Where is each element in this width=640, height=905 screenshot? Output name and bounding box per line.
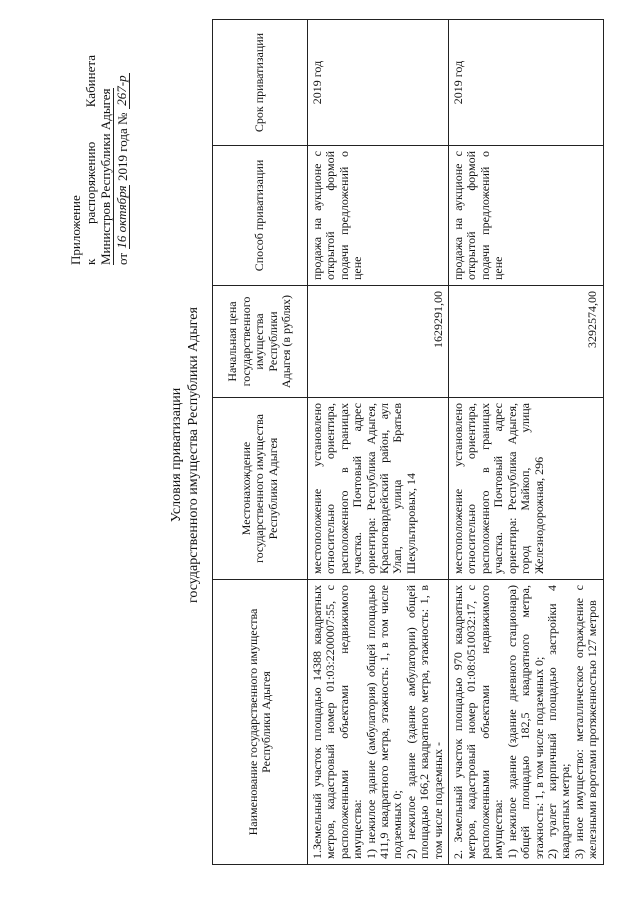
cell-term: 2019 год: [449, 20, 603, 146]
appendix-line-2: к распоряжению Кабинета: [83, 55, 98, 265]
cell-method: продажа на аукционе с открытой формой подачи предложений о цене: [449, 146, 603, 286]
title-line-1: Условия приватизации: [169, 387, 184, 523]
appendix-word: Приложение: [68, 195, 83, 265]
title-line-2: государственного имущества Республики Адыгея: [186, 307, 201, 603]
privatization-table: [212, 19, 604, 865]
header-term: Срок приватизации: [213, 20, 308, 146]
document-title: [168, 155, 202, 755]
header-price: Начальная цена государственного имущества Республики Адыгея (в рублях): [213, 286, 308, 398]
cell-price: 1629291,00: [308, 286, 449, 398]
cell-price: 3292574,00: [449, 286, 603, 398]
order-number: 267-р: [114, 73, 130, 109]
table-header-row: [213, 20, 308, 865]
table-row: [308, 20, 449, 865]
appendix-date-line: от 16 октября 2019 года № 267-р: [114, 55, 130, 265]
header-location: Местонахождение государственного имущества Республики Адыгея: [213, 398, 308, 580]
cell-term: 2019 год: [308, 20, 449, 146]
date-day: 16 октября: [114, 185, 129, 249]
cell-name: 1.Земельный участок площадью 14388 квадратных метров, кадастровый номер 01:03:2200007:55, с расположенными объектами недвижимого имущества: 1) нежилое здание (амбулатория) общей площадью 411,9 квадратного метра, этажность: 1, в том числе подземных 0; 2) нежилое здание (здание амбулатории) общей площадью 166,2 квадратного метра, этажность: 1, в том числе подземных -: [308, 580, 449, 865]
cell-name: 2. Земельный участок площадью 970 квадратных метров, кадастровый номер 01:08:0510032:17, с расположенными объектами недвижимого имущества: 1) нежилое здание (здание дневного стационара) общей площадью 182,5 квадратного метра, этажность: 1, в том числе подземных 0; 2) туалет кирпичный площадью застройки 4 квадратных метра; 3) иное имущество: металлическое ограждение с железными воротами протяженностью 127 метров: [449, 580, 603, 865]
cell-location: местоположение установлено относительно ориентира, расположенного в границах участка. Почтовый адрес ориентира: Республика Адыгея, город Майкоп, улица Железнодорожная, 296: [449, 398, 603, 580]
header-method: Способ приватизации: [213, 146, 308, 286]
cell-location: местоположение установлено относительно ориентира, расположенного в границах участка. Почтовый адрес ориентира: Республика Адыгея, Красногвардейский район, аул Улап, улица Братьев Шекультировых, 14: [308, 398, 449, 580]
cell-method: продажа на аукционе с открытой формой подачи предложений о цене: [308, 146, 449, 286]
appendix-header: [68, 55, 130, 265]
appendix-line-3: Министров Республики Адыгея: [98, 88, 113, 265]
table-row: [449, 20, 603, 865]
header-name: Наименование государственного имущества Республики Адыгея: [213, 580, 308, 865]
